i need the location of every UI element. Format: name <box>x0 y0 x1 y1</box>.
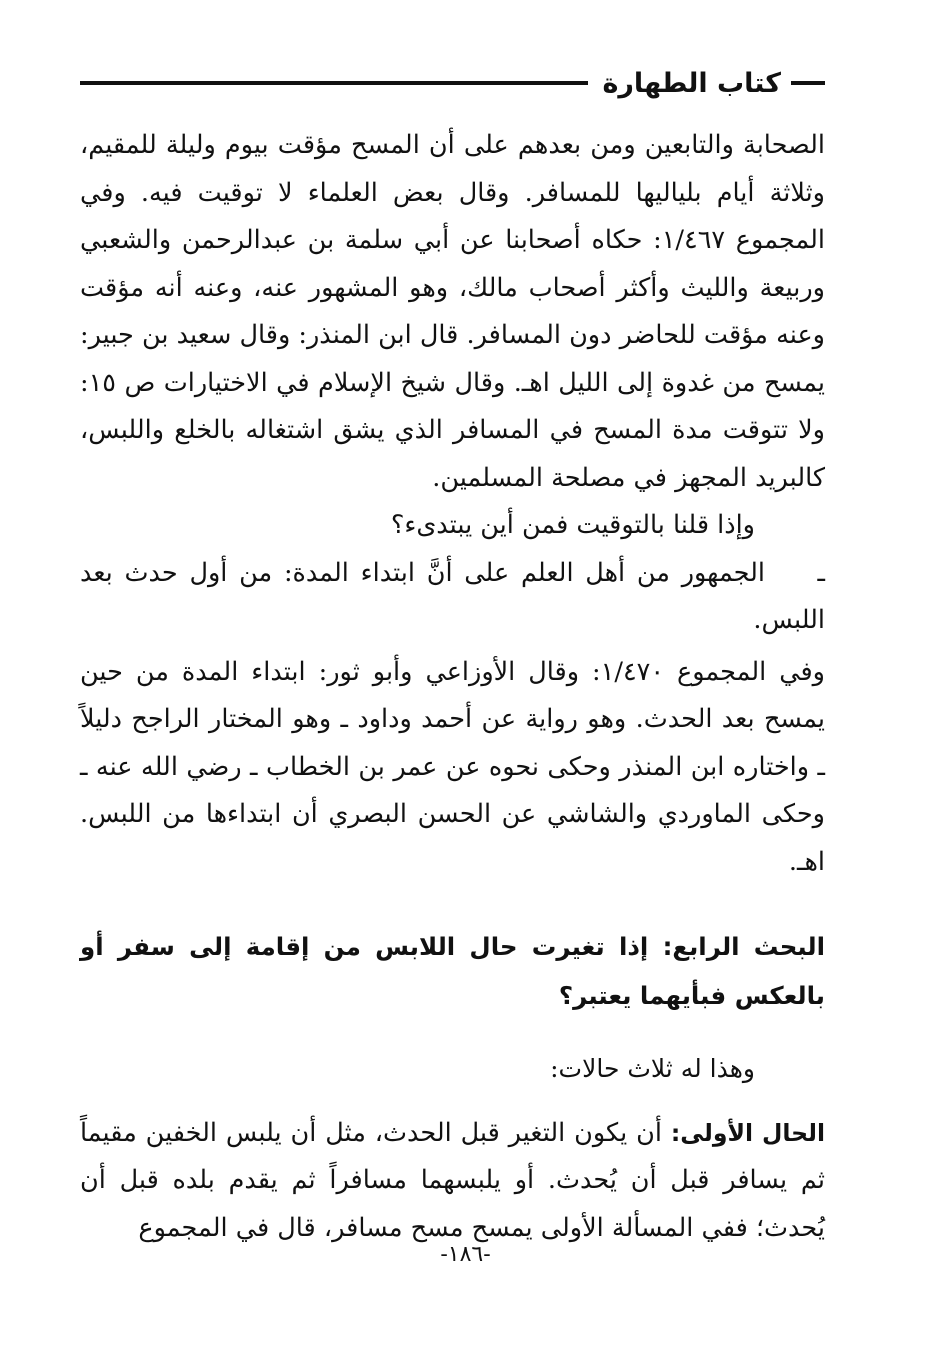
case-one-label: الحال الأولى: <box>670 1118 825 1147</box>
paragraph-1: الصحابة والتابعين ومن بعدهم على أن المسح مؤقت بيوم وليلة للمقيم، وثلاثة أيام بلياليها للمسافر. وقال بعض العلماء لا توقيت فيه. وفي المجموع ١/٤٦٧: حكاه أصحابنا عن أبي سلمة بن عبدالرحمن والشعبي وربيعة والليث وأكثر أصحاب مالك، وهو المشهور عنه، وعنه أنه مؤقت وعنه مؤقت للحاضر دون المسافر. قال ابن المنذر: وقال سعيد بن جبير: يمسح من غدوة إلى الليل اهـ. وقال شيخ الإسلام في الاختيارات ص ١٥: ولا تتوقت مدة المسح في المسافر الذي يشق اشتغاله بالخلع واللبس، كالبريد المجهز في مصلحة المسلمين. <box>80 130 825 493</box>
cases-intro: وهذا له ثلاث حالات: <box>550 1053 755 1083</box>
paragraph-majmu: وفي المجموع ١/٤٧٠: وقال الأوزاعي وأبو ثور: ابتداء المدة من حين يمسح بعد الحدث. وهو رواية عن أحمد وداود ـ وهو المختار الراجح دليلاً ـ واختاره ابن المنذر وحكى نحوه عن عمر بن الخطاب ـ رضي الله عنه ـ وحكى الماوردي والشاشي عن الحسن البصري أن ابتداءها من اللبس. اهـ. <box>80 656 825 877</box>
dash-mark: ـ <box>817 557 825 588</box>
header-rule <box>80 81 588 85</box>
answer-text: الجمهور من أهل العلم على أنَّ ابتداء المدة: من أول حدث بعد اللبس. <box>80 557 825 635</box>
case-one-text: أن يكون التغير قبل الحدث، مثل أن يلبس الخفين مقيماً ثم يسافر قبل أن يُحدث. أو يلبسهما مسافراً ثم يقدم بلده قبل أن يُحدث؛ ففي المسألة الأولى يمسح مسح مسافر، قال في المجموع <box>80 1117 825 1243</box>
case-one-paragraph <box>80 1110 825 1253</box>
header-dash <box>791 81 825 85</box>
page-number: -١٨٦- <box>440 1242 491 1267</box>
answer-paragraph <box>80 550 825 645</box>
running-header <box>80 60 825 106</box>
page-body <box>80 60 825 1252</box>
question-paragraph: وإذا قلنا بالتوقيت فمن أين يبتدىء؟ <box>390 510 755 540</box>
chapter-title: كتاب الطهارة <box>602 67 781 99</box>
section-heading: البحث الرابع: إذا تغيرت حال اللابس من إقامة إلى سفر أو بالعكس فبأيهما يعتبر؟ <box>80 932 825 1010</box>
